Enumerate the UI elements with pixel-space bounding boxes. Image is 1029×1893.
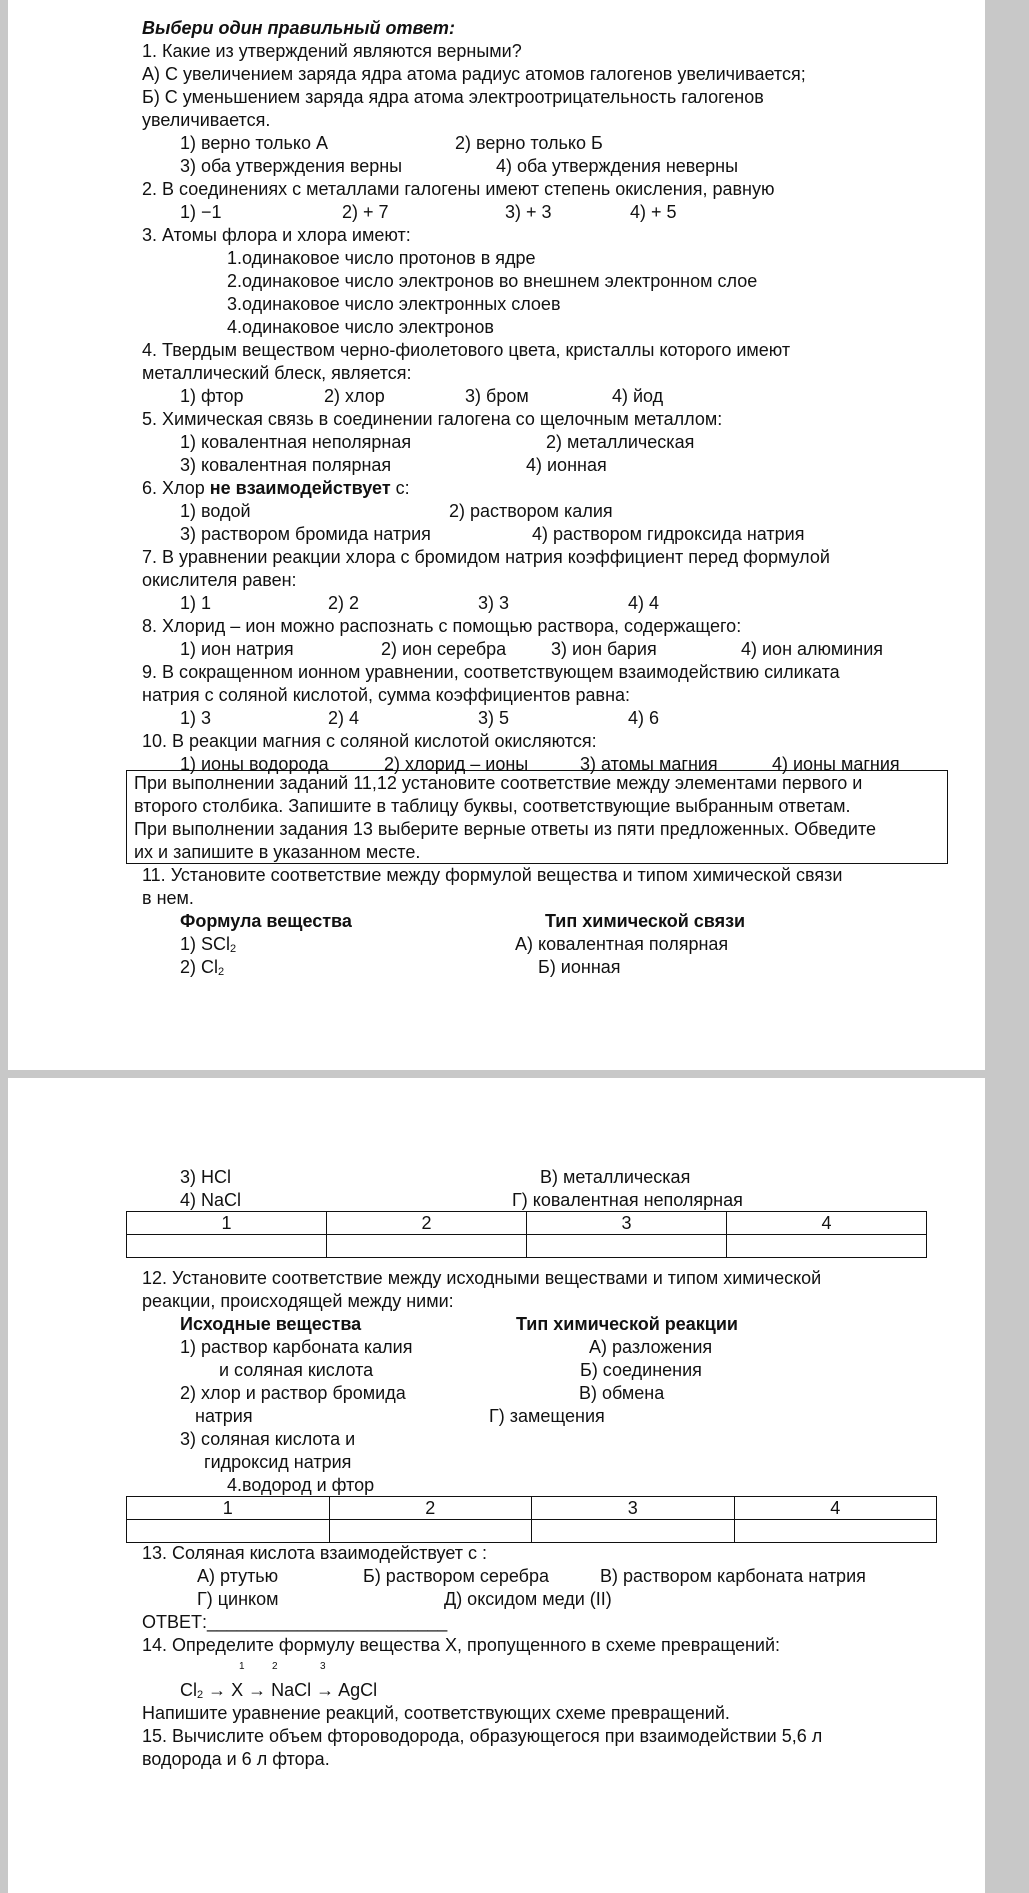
q6-bold: не взаимодействует [209,478,391,498]
answer-cell[interactable] [327,1235,527,1258]
q13-option: Д) оксидом меди (II) [444,1589,612,1609]
q15-text-cont: водорода и 6 л фтора. [142,1749,330,1769]
q12-reactants: 4.водород и фтор [227,1475,375,1495]
table-header-cell: 3 [527,1212,727,1235]
step-number: 1 [239,1661,245,1672]
q9-option: 1) 3 [180,708,212,728]
table-header-cell: 2 [327,1212,527,1235]
q9-text-cont: натрия с соляной кислотой, сумма коэффициентов равна: [142,685,631,705]
q3-option: 4.одинаковое число электронов [227,317,494,337]
instructions-line: второго столбика. Запишите в таблицу буквы, соответствующие выбранным ответам. [134,796,851,816]
q7-text: 7. В уравнении реакции хлора с бромидом натрия коэффициент перед формулой [142,547,830,567]
q6-option: 4) раствором гидроксида натрия [532,524,805,544]
q4-text: 4. Твердым веществом черно-фиолетового цвета, кристаллы которого имеют [142,340,791,360]
q8-option: 4) ион алюминия [741,639,883,659]
q12-reaction-type: Б) соединения [580,1360,702,1380]
answer-cell[interactable] [734,1520,937,1543]
formula-text: 2) Cl [180,957,219,977]
answer-cell[interactable] [527,1235,727,1258]
q1-statement-b: Б) С уменьшением заряда ядра атома электроотрицательность галогенов [142,87,764,107]
q12-reactants-cont: натрия [195,1406,253,1426]
q6-text [142,477,410,499]
q11-bond-type: А) ковалентная полярная [515,934,729,954]
q11-formula [180,956,224,983]
q12-col1-header: Исходные вещества [180,1314,362,1334]
q13-option: А) ртутью [197,1566,279,1586]
q9-text: 9. В сокращенном ионном уравнении, соответствующем взаимодействию силиката [142,662,840,682]
q8-option: 1) ион натрия [180,639,294,659]
table-header-cell: 3 [532,1497,735,1520]
q1-option: 4) оба утверждения неверны [496,156,739,176]
scheme-subscript: 2 [197,1689,204,1701]
q9-option: 3) 5 [478,708,510,728]
q7-option: 3) 3 [478,593,510,613]
q12-reactants: 1) раствор карбоната калия [180,1337,413,1357]
q6-post: с: [390,478,410,498]
step-number: 3 [320,1661,326,1672]
q12-col2-header: Тип химической реакции [516,1314,738,1334]
q12-reaction-type: В) обмена [579,1383,665,1403]
q13-option: В) раствором карбоната натрия [600,1566,866,1586]
q4-option: 1) фтор [180,386,244,406]
formula-subscript: 2 [230,943,237,955]
instructions-header: Выбери один правильный ответ: [142,18,455,38]
q10-option: 1) ионы водорода [180,754,329,774]
q2-option: 2) + 7 [342,202,389,222]
q11-answer-table [126,1211,927,1258]
q5-option: 4) ионная [526,455,607,475]
q13-answer-line[interactable]: ОТВЕТ:________________________ [142,1612,448,1632]
answer-cell[interactable] [127,1235,327,1258]
q12-reaction-type: А) разложения [589,1337,713,1357]
q11-text: 11. Установите соответствие между формулой вещества и типом химической связи [142,865,843,885]
q14-text-cont: Напишите уравнение реакций, соответствующих схеме превращений. [142,1703,730,1723]
q12-reactants-cont: гидроксид натрия [204,1452,352,1472]
q12-reactants: 3) соляная кислота и [180,1429,356,1449]
q6-option: 3) раствором бромида натрия [180,524,431,544]
formula-text: 1) SCl [180,934,231,954]
q11-bond-type: В) металлическая [540,1167,691,1187]
step-number: 2 [272,1661,278,1672]
q7-option: 2) 2 [328,593,360,613]
q11-text-cont: в нем. [142,888,194,908]
q12-reaction-type: Г) замещения [489,1406,605,1426]
table-header-cell: 4 [727,1212,927,1235]
q2-option: 4) + 5 [630,202,677,222]
q2-option: 3) + 3 [505,202,552,222]
q7-option: 4) 4 [628,593,660,613]
q14-text: 14. Определите формулу вещества Х, пропущенного в схеме превращений: [142,1635,781,1655]
q11-col2-header: Тип химической связи [545,911,746,931]
q6-pre: 6. Хлор [142,478,210,498]
q13-text: 13. Соляная кислота взаимодействует с : [142,1543,487,1563]
q7-text-cont: окислителя равен: [142,570,297,590]
q15-text: 15. Вычислите объем фтороводорода, образующегося при взаимодействии 5,6 л [142,1726,823,1746]
answer-cell[interactable] [727,1235,927,1258]
q10-option: 2) хлорид – ионы [384,754,529,774]
table-header-cell: 1 [127,1212,327,1235]
q4-option: 3) бром [465,386,529,406]
scheme-start: Cl [180,1680,197,1700]
answer-cell[interactable] [127,1520,330,1543]
q5-option: 1) ковалентная неполярная [180,432,412,452]
q12-text-cont: реакции, происходящей между ними: [142,1291,454,1311]
q1-statement-b-cont: увеличивается. [142,110,271,130]
q3-option: 3.одинаковое число электронных слоев [227,294,561,314]
q4-option: 2) хлор [324,386,385,406]
q13-option: Б) раствором серебра [363,1566,550,1586]
q9-option: 2) 4 [328,708,360,728]
q12-text: 12. Установите соответствие между исходными веществами и типом химической [142,1268,822,1288]
q1-statement-a: А) С увеличением заряда ядра атома радиус атомов галогенов увеличивается; [142,64,806,84]
formula-subscript: 2 [218,966,225,978]
instructions-line: При выполнении задания 13 выберите верные ответы из пяти предложенных. Обведите [134,819,876,839]
q2-text: 2. В соединениях с металлами галогены имеют степень окисления, равную [142,179,775,199]
q7-option: 1) 1 [180,593,212,613]
scheme-rest: → X → NaCl → AgCl [203,1680,378,1700]
worksheet-page-2 [8,1078,985,1893]
table-header-cell: 2 [329,1497,532,1520]
q13-option: Г) цинком [197,1589,279,1609]
q11-bond-type: Г) ковалентная неполярная [512,1190,743,1210]
q5-option: 3) ковалентная полярная [180,455,392,475]
q12-answer-table [126,1496,937,1543]
q11-formula: 3) HCl [180,1167,232,1187]
q1-text: 1. Какие из утверждений являются верными? [142,41,522,61]
instructions-line: их и запишите в указанном месте. [134,842,421,862]
q8-option: 3) ион бария [551,639,657,659]
q12-reactants: 2) хлор и раствор бромида [180,1383,406,1403]
q11-col1-header: Формула вещества [180,911,352,931]
q4-option: 4) йод [612,386,664,406]
q6-option: 2) раствором калия [449,501,613,521]
q11-bond-type: Б) ионная [538,957,621,977]
q5-text: 5. Химическая связь в соединении галогена со щелочным металлом: [142,409,723,429]
q4-text-cont: металлический блеск, является: [142,363,412,383]
q12-reactants-cont: и соляная кислота [219,1360,374,1380]
table-header-cell: 4 [734,1497,937,1520]
q3-option: 1.одинаковое число протонов в ядре [227,248,536,268]
q6-option: 1) водой [180,501,251,521]
q11-formula: 4) NaCl [180,1190,242,1210]
answer-cell[interactable] [329,1520,532,1543]
worksheet-page-1 [8,0,985,1070]
q9-option: 4) 6 [628,708,660,728]
q3-text: 3. Атомы флора и хлора имеют: [142,225,411,245]
q2-option: 1) −1 [180,202,222,222]
q1-option: 3) оба утверждения верны [180,156,403,176]
answer-cell[interactable] [532,1520,735,1543]
instructions-line: При выполнении заданий 11,12 установите соответствие между элементами первого и [134,773,863,793]
table-header-cell: 1 [127,1497,330,1520]
q1-option: 2) верно только Б [455,133,603,153]
q5-option: 2) металлическая [546,432,695,452]
q8-option: 2) ион серебра [381,639,507,659]
q10-option: 4) ионы магния [772,754,900,774]
q10-option: 3) атомы магния [580,754,718,774]
q3-option: 2.одинаковое число электронов во внешнем электронном слое [227,271,758,291]
q1-option: 1) верно только А [180,133,328,153]
q8-text: 8. Хлорид – ион можно распознать с помощью раствора, содержащего: [142,616,742,636]
q10-text: 10. В реакции магния с соляной кислотой окисляются: [142,731,597,751]
